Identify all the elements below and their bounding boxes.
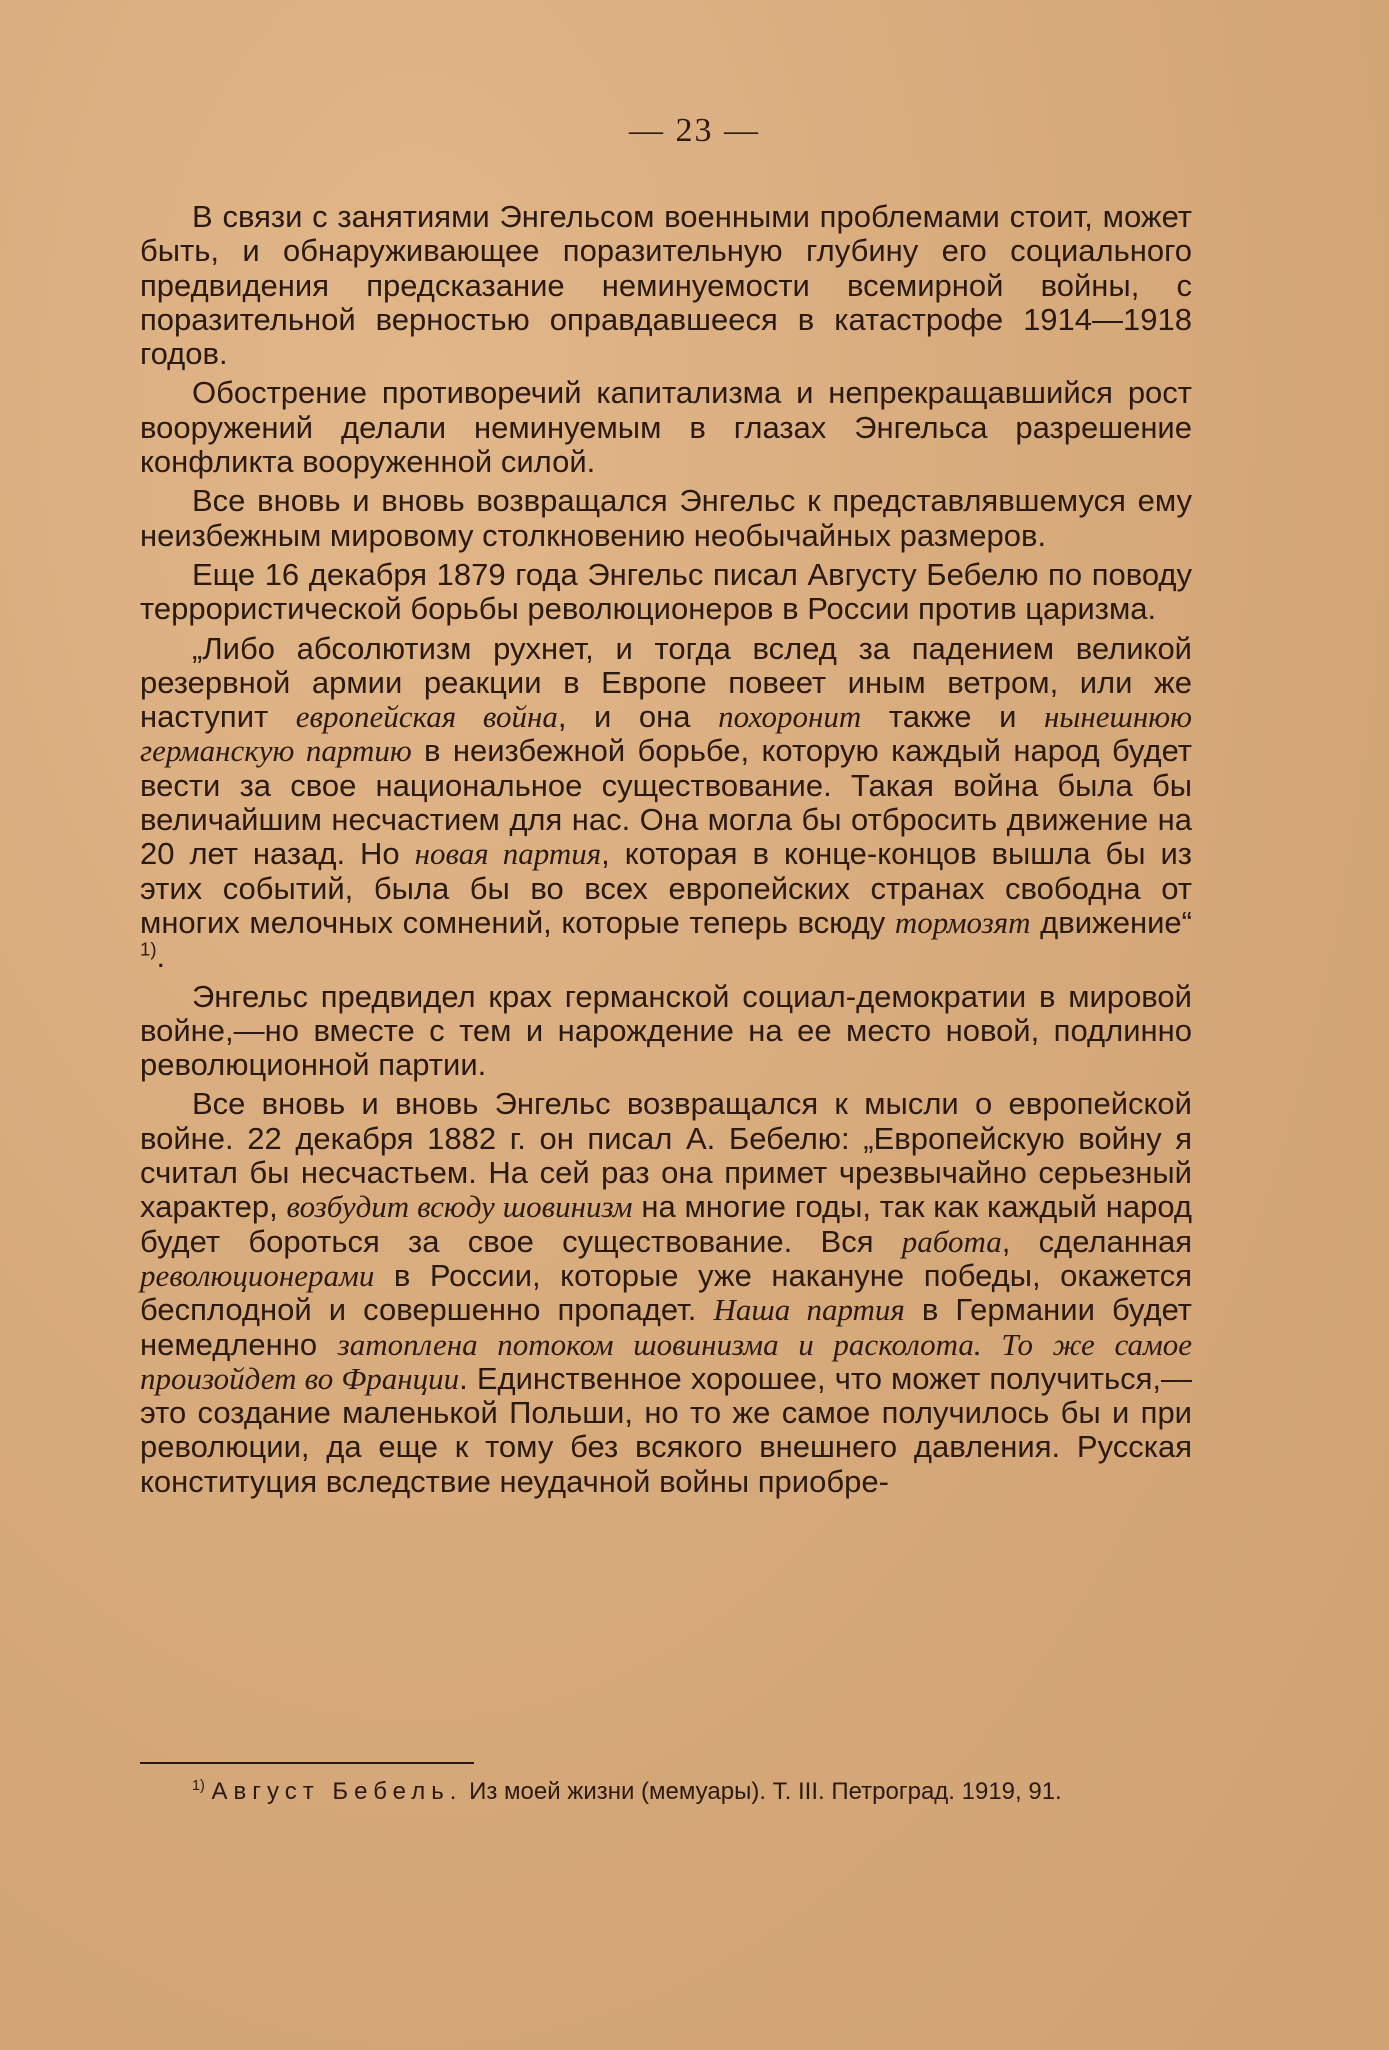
italic-text-run: революционерами xyxy=(140,1257,375,1293)
text-run: , которая в конце-концов вышла бы из этих событий, была бы во всех европейских странах свободна от многих мелочных сомнений, которые теперь всюду xyxy=(140,836,1192,940)
paragraph xyxy=(140,484,1192,553)
main-text xyxy=(140,200,1192,1504)
text-run: . xyxy=(156,939,166,975)
paragraph xyxy=(140,980,1192,1083)
text-run: в Германии будет немедленно xyxy=(140,1292,1193,1362)
text-run: Все вновь и вновь Энгельс возвращался к мысли о европейской войне. 22 декабря 1882 г. он писал А. Бебелю: „Европейскую войну я считал бы несчастьем. На сей раз она примет чрезвычайно серьезный характер, xyxy=(140,1086,1192,1225)
paragraph xyxy=(140,376,1192,479)
footnote-marker: 1) xyxy=(192,1778,205,1794)
text-run: на многие годы, так как каждый народ будет бороться за свое существование. Вся xyxy=(140,1189,1192,1259)
text-run: в России, которые уже накануне победы, окажется бесплодной и совершенно пропадет. xyxy=(140,1257,1192,1328)
text-run: также и xyxy=(861,699,1044,735)
paragraph xyxy=(140,558,1192,627)
text-run: Обострение противоречий капитализма и непрекращавшийся рост вооружений делали неминуемым в глазах Энгельса разрешение конфликта вооруженной силой. xyxy=(140,375,1192,480)
text-run: „Либо абсолютизм рухнет, и тогда вслед за падением великой резервной армии реакции в Европе повеет иным ветром, или же наступит xyxy=(140,630,1192,735)
footnote-author: Август Бебель. xyxy=(211,1778,463,1805)
italic-text-run: нынешнюю германскую партию xyxy=(140,699,1192,769)
italic-text-run: новая партия xyxy=(414,836,602,872)
italic-text-run: возбудит всюду шовинизм xyxy=(286,1189,633,1225)
text-run: , сделанная xyxy=(1001,1223,1193,1259)
italic-text-run: Наша партия xyxy=(713,1292,905,1328)
page-number: — 23 — xyxy=(629,112,760,149)
footnote-separator xyxy=(140,1762,474,1764)
text-run: Все вновь и вновь возвращался Энгельс к представлявшемуся ему неизбежным мировому столкновению необычайных размеров. xyxy=(140,483,1192,553)
text-run: в неизбежной борьбе, которую каждый народ будет вести за свое национальное существование. Такая война была бы величайшим несчастием для нас. Она могла бы отбросить движение на 20 лет назад. Но xyxy=(140,733,1192,872)
footnote-reference: 1) xyxy=(140,938,157,960)
footnote-text: Из моей жизни (мемуары). Т. III. Петроград. 1919, 91. xyxy=(462,1778,1062,1805)
italic-text-run: похоронит xyxy=(718,699,862,735)
quote-paragraph xyxy=(140,632,1192,975)
italic-text-run: европейская война xyxy=(295,699,558,735)
text-run: Еще 16 декабря 1879 года Энгельс писал Августу Бебелю по поводу террористической борьбы революционеров в России против царизма. xyxy=(140,556,1192,627)
text-run: движение“ xyxy=(1030,904,1192,940)
text-run: Энгельс предвидел крах германской социал-демократии в мировой войне,—но вместе с тем и нарождение на ее место новой, подлинно революционной партии. xyxy=(140,978,1192,1083)
text-run: . Единственное хорошее, что может получиться,—это создание маленькой Польши, но то же самое получилось бы и при революции, да еще к тому без всякого внешнего давления. Русская конституция вследствие неудачной войны приобре- xyxy=(140,1360,1192,1499)
footnote xyxy=(140,1775,1192,1809)
paragraph xyxy=(140,200,1192,371)
quote-paragraph xyxy=(140,1087,1192,1499)
text-run: В связи с занятиями Энгельсом военными проблемами стоит, может быть, и обнаруживающее поразительную глубину его социального предвидения предсказание неминуемости всемирной войны, с поразительной верностью оправдавшееся в катастрофе 1914—1918 годов. xyxy=(140,199,1192,372)
text-run: , и она xyxy=(557,699,719,735)
italic-text-run: затоплена потоком шовинизма и расколота. То же самое произойдет во Франции xyxy=(140,1326,1192,1396)
italic-text-run: работа xyxy=(901,1223,1002,1259)
italic-text-run: тормозят xyxy=(894,904,1031,940)
